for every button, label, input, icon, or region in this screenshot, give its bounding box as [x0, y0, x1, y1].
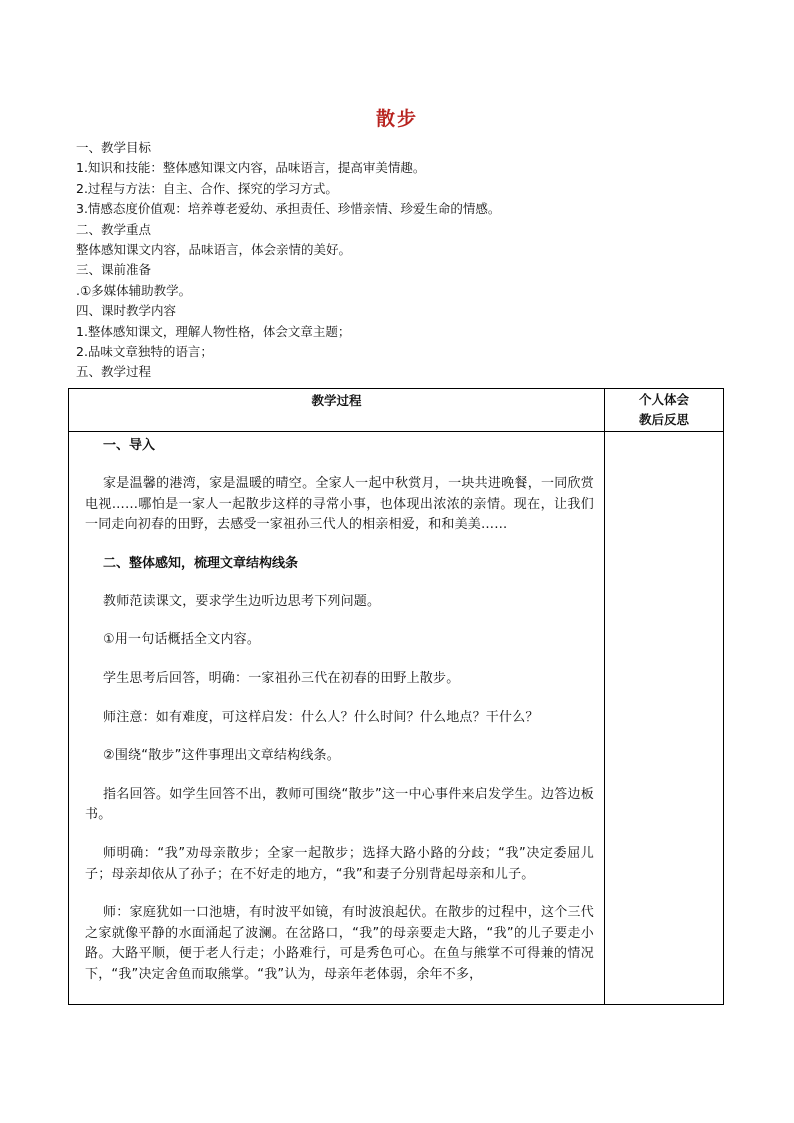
- content-item-2: 2.品味文章独特的语言；: [76, 344, 213, 360]
- process-content-cell: [69, 432, 605, 1005]
- objective-process: 2.过程与方法：自主、合作、探究的学习方式。: [76, 180, 338, 196]
- header-reflection-line1: 个人体会: [638, 392, 689, 407]
- header-reflection-line2: 教后反思: [638, 412, 689, 427]
- header-teaching-process: 教学过程: [69, 389, 605, 432]
- preparation-text: .①多媒体辅助教学。: [76, 282, 192, 298]
- objective-emotion: 3.情感态度价值观：培养尊老爱幼、承担责任、珍惜亲情、珍爱生命的情感。: [76, 201, 501, 217]
- process-paragraph: 师：家庭犹如一口池塘，有时波平如镜，有时波浪起伏。在散步的过程中，这个三代之家就像平静的水面涌起了波澜。在岔路口，“我”的母亲要走大路，“我”的儿子要走小路。大路平顺，便于老人行走；小路难行，可是秀色可心。在鱼与熊掌不可得兼的情况下，“我”决定舍鱼而取熊掌。“我”认为，母亲年老体弱，余年不多，: [85, 905, 594, 982]
- process-paragraph: ②围绕“散步”这件事理出文章结构线条。: [103, 748, 340, 764]
- reflection-cell: [605, 432, 724, 1005]
- lesson-intro: [76, 138, 726, 383]
- teaching-process-table: [68, 388, 724, 1005]
- section-heading-objectives: 一、教学目标: [76, 140, 152, 155]
- process-paragraph: ①用一句话概括全文内容。: [103, 632, 261, 648]
- section-heading-key-point: 二、教学重点: [76, 221, 152, 237]
- process-heading: 二、整体感知，梳理文章结构线条: [103, 555, 299, 571]
- header-reflection: [605, 389, 724, 432]
- section-heading-preparation: 三、课前准备: [76, 262, 152, 278]
- process-paragraph: 师明确：“我”劝母亲散步；全家一起散步；选择大路小路的分歧；“我”决定委屈儿子；母亲却依从了孙子；在不好走的地方，“我”和妻子分别背起母亲和儿子。: [85, 845, 594, 882]
- document-title: 散步: [375, 108, 418, 130]
- process-heading: 一、导入: [103, 438, 156, 453]
- process-paragraph: 师注意：如有难度，可这样启发：什么人？什么时间？什么地点？干什么？: [103, 709, 539, 725]
- process-paragraph: 教师范读课文，要求学生边听边思考下列问题。: [103, 593, 381, 609]
- section-heading-content: 四、课时教学内容: [76, 303, 177, 319]
- process-paragraph: 家是温馨的港湾，家是温暖的晴空。全家人一起中秋赏月，一块共进晚餐，一同欣赏电视……哪怕是一家人一起散步这样的寻常小事，也体现出浓浓的亲情。现在，让我们一同走向初春的田野，去感受一家祖孙三代人的相亲相爱，和和美美……: [85, 476, 594, 533]
- key-point-text: 整体感知课文内容，品味语言，体会亲情的美好。: [76, 242, 352, 258]
- section-heading-process: 五、教学过程: [76, 364, 152, 380]
- objective-knowledge: 1.知识和技能：整体感知课文内容，品味语言，提高审美情趣。: [76, 160, 426, 176]
- content-item-1: 1.整体感知课文，理解人物性格，体会文章主题；: [76, 323, 351, 339]
- process-paragraph: 指名回答。如学生回答不出，教师可围绕“散步”这一中心事件来启发学生。边答边板书。: [85, 786, 594, 823]
- process-paragraph: 学生思考后回答，明确：一家祖孙三代在初春的田野上散步。: [103, 670, 460, 686]
